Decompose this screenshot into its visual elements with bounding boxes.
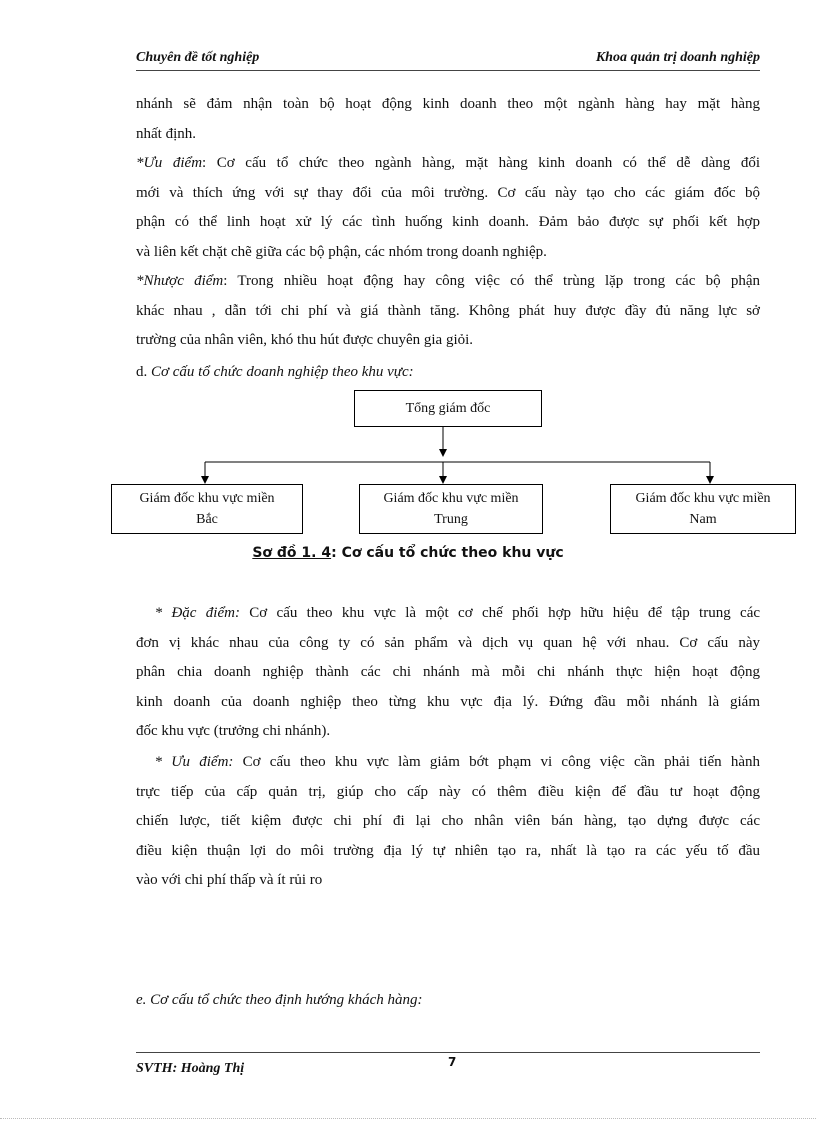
node-label: Giám đốc khu vực miền [635, 491, 771, 506]
header-left: Chuyên đề tốt nghiệp [136, 50, 260, 65]
node-label: Tổng giám đốc [405, 401, 491, 416]
node-ceo [354, 390, 542, 427]
org-chart-connectors [0, 0, 816, 560]
text-line: kinh doanh của doanh nghiệp theo từng khu vực địa lý. Đứng đầu mỗi nhánh là giám [136, 693, 760, 710]
text-segment: Cơ cấu theo khu vực là một cơ chế phối hợp hữu hiệu để tập trung các [239, 605, 761, 621]
arrowhead [706, 476, 714, 484]
node-central [359, 484, 543, 534]
paragraph-advantages-region [136, 748, 760, 896]
header-right: Khoa quản trị doanh nghiệp [595, 50, 760, 65]
text-segment: : Cơ cấu tổ chức theo ngành hàng, mặt hàng kinh doanh có thể dễ dàng đổi [202, 155, 760, 171]
advantages-label: *Ưu điểm [136, 155, 203, 171]
text-line: phân chia doanh nghiệp thành các chi nhánh mà mỗi chi nhánh thực hiện hoạt động [136, 664, 760, 680]
text-line: mới và thích ứng với sự thay đổi của môi trường. Cơ cấu này tạo cho các giám đốc bộ [136, 184, 760, 201]
section-prefix: d. [136, 364, 151, 380]
node-label: Trung [434, 512, 468, 527]
text-line: và liên kết chặt chẽ giữa các bộ phận, các nhóm trong doanh nghiệp. [136, 243, 547, 260]
text-line: đơn vị khác nhau của công ty có sản phẩm và dịch vụ quan hệ với nhau. Cơ cấu này [136, 634, 760, 651]
node-label: Nam [689, 512, 717, 527]
text-line: điều kiện thuận lợi do môi trường địa lý tự nhiên tạo ra, nhất là tạo ra các yếu tố đầu [136, 842, 760, 859]
footer-author: SVTH: Hoàng Thị [136, 1061, 245, 1076]
diagram-caption [0, 545, 816, 561]
page-footer [136, 1052, 760, 1083]
disadvantages-label: *Nhược điểm [136, 273, 224, 289]
text-line [136, 748, 760, 778]
section-e-heading [136, 992, 423, 1009]
text-line: trực tiếp của cấp quản trị, giúp cho cấp này có thêm điều kiện để đầu tư hoạt động [136, 783, 760, 800]
node-label: Giám đốc khu vực miền [139, 491, 275, 506]
text-line: chiến lược, tiết kiệm được chi phí đi lại cho nhân viên bán hàng, tạo dựng được các [136, 813, 760, 829]
text-line: nhánh sẽ đảm nhận toàn bộ hoạt động kinh doanh theo một ngành hàng hay mặt hàng [136, 96, 760, 112]
page-bottom-border [0, 1118, 816, 1119]
text-line: đốc khu vực (trưởng chi nhánh). [136, 723, 331, 739]
text-line: phận có thể linh hoạt xử lý các tình huống kinh doanh. Đảm bảo được sự phối kết hợp [136, 214, 760, 230]
text-line: nhất định. [136, 125, 196, 142]
characteristics-label: * Đặc điểm: [154, 605, 240, 621]
node-south [610, 484, 796, 534]
node-label: Giám đốc khu vực miền [383, 491, 519, 506]
section-prefix: e. [136, 992, 151, 1008]
caption-label: Sơ đồ 1. 4 [252, 545, 332, 561]
arrowhead [439, 476, 447, 484]
arrowhead [201, 476, 209, 484]
text-line: khác nhau , dẫn tới chi phí và giá thành tăng. Không phát huy được đầy đủ năng lực sở [136, 302, 760, 319]
text-line [136, 599, 760, 629]
arrowhead [439, 449, 447, 457]
advantages-region-label: * Ưu điểm: [154, 754, 234, 770]
text-line: vào với chi phí thấp và ít rủi ro [136, 872, 323, 888]
caption-text: : Cơ cấu tổ chức theo khu vực [331, 545, 564, 561]
section-title: Cơ cấu tổ chức theo định hướng khách hàng: [150, 992, 423, 1008]
section-title: Cơ cấu tổ chức doanh nghiệp theo khu vực: [151, 364, 414, 380]
node-label: Bắc [196, 512, 218, 527]
page-number: 7 [448, 1055, 457, 1069]
text-segment: : Trong nhiều hoạt động hay công việc có thể trùng lặp trong các bộ phận [223, 273, 760, 289]
text-segment: Cơ cấu theo khu vực làm giảm bớt phạm vi công việc cần phải tiến hành [233, 754, 761, 770]
paragraph-characteristics [136, 599, 760, 747]
node-north [111, 484, 303, 534]
text-line: trường của nhân viên, khó thu hút được chuyên gia giỏi. [136, 332, 474, 348]
